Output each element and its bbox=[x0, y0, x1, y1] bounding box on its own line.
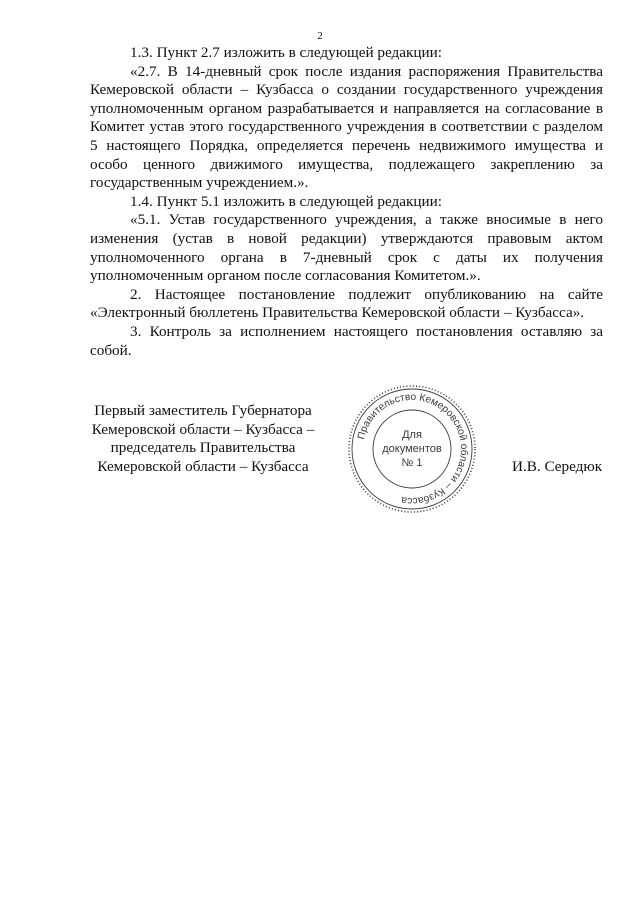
paragraph-item-1-3: 1.3. Пункт 2.7 изложить в следующей редакции: bbox=[130, 44, 443, 61]
paragraph-control: 3. Контроль за исполнением настоящего постановления оставляю за собой. bbox=[90, 322, 603, 359]
stamp-ring-text: Правительство Кемеровской области – Кузбасса bbox=[355, 391, 470, 507]
paragraph-clause-2-7: «2.7. В 14-дневный срок после издания распоряжения Правительства Кемеровской области – Кузбасса о создании государственного учреждения уполномоченным органом разрабатывается и направляется на согласование в Комитет устав этого государственного учреждения в соответствии с разделом 5 настоящего Порядка, определяется перечень недвижимого имущества и особо ценного движимого имущества, подлежащего закреплению за государственным учреждением.». bbox=[90, 62, 603, 192]
signer-position bbox=[88, 402, 318, 476]
paragraph-publication: 2. Настоящее постановление подлежит опубликованию на сайте «Электронный бюллетень Правительства Кемеровской области – Кузбасса». bbox=[90, 285, 603, 322]
official-stamp bbox=[346, 383, 478, 515]
signer-position-line: Первый заместитель Губернатора bbox=[94, 402, 312, 419]
paragraph-item-1-4: 1.4. Пункт 5.1 изложить в следующей редакции: bbox=[130, 192, 443, 210]
page-number: 2 bbox=[317, 30, 323, 42]
signer-position-line: Кемеровской области – Кузбасса – bbox=[91, 420, 315, 438]
stamp-graphic bbox=[346, 383, 478, 515]
stamp-center-line: № 1 bbox=[401, 457, 423, 469]
paragraph-clause-5-1: «5.1. Устав государственного учреждения, а также вносимые в него изменения (устав в новой редакции) утверждаются правовым актом уполномоченного органа в 7-дневный срок с даты их получения уполномоченным органом после согласования Комитетом.». bbox=[90, 211, 603, 285]
signer-position-line: Кемеровской области – Кузбасса bbox=[97, 457, 309, 475]
document-body bbox=[90, 44, 603, 360]
signer-position-line: председатель Правительства bbox=[110, 439, 296, 457]
stamp-center-line: документов bbox=[382, 443, 442, 455]
signer-name: И.В. Середюк bbox=[512, 458, 603, 475]
stamp-center-line: Для bbox=[402, 429, 422, 441]
